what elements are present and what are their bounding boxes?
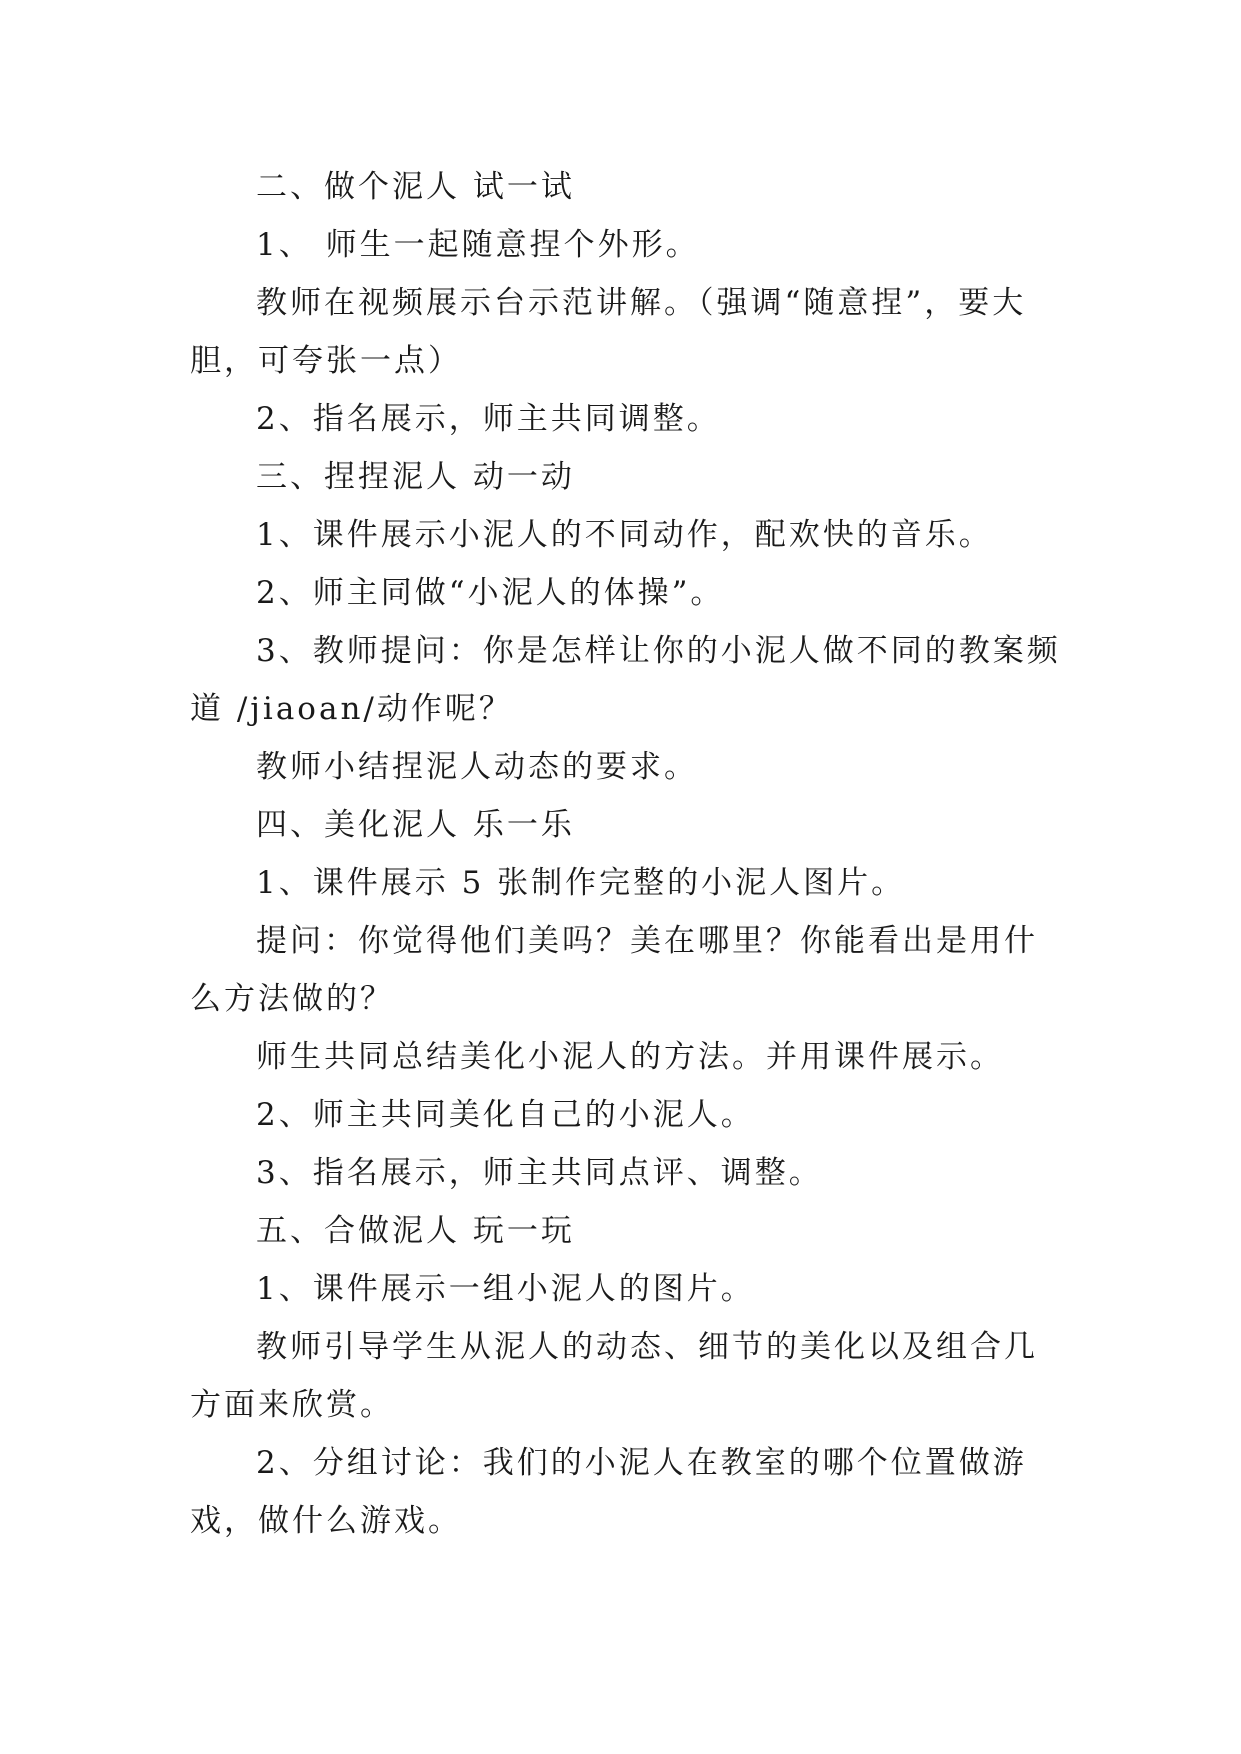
paragraph: 2、师主共同美化自己的小泥人。	[256, 1097, 755, 1133]
paragraph: 2、师主同做“小泥人的体操”。	[256, 575, 725, 611]
section-heading-4: 四、美化泥人 乐一乐	[256, 807, 575, 843]
paragraph: 1、课件展示小泥人的不同动作，配欢快的音乐。	[256, 517, 993, 553]
paragraph: 1、课件展示 5 张制作完整的小泥人图片。	[256, 865, 906, 901]
paragraph: 3、教师提问：你是怎样让你的小泥人做不同的教案频道 /jiaoan/动作呢？	[190, 633, 1061, 727]
section-heading-5: 五、合做泥人 玩一玩	[256, 1213, 575, 1249]
section-heading-2: 二、做个泥人 试一试	[256, 169, 575, 205]
paragraph: 提问：你觉得他们美吗？美在哪里？你能看出是用什么方法做的？	[190, 923, 1038, 1017]
paragraph: 2、指名展示，师主共同调整。	[256, 401, 721, 437]
section-heading-3: 三、捏捏泥人 动一动	[256, 459, 575, 495]
paragraph: 教师在视频展示台示范讲解。（强调“随意捏”，要大胆，可夸张一点）	[190, 285, 1027, 379]
paragraph: 教师引导学生从泥人的动态、细节的美化以及组合几方面来欣赏。	[190, 1329, 1038, 1423]
paragraph: 教师小结捏泥人动态的要求。	[256, 749, 698, 785]
paragraph: 2、分组讨论：我们的小泥人在教室的哪个位置做游戏，做什么游戏。	[190, 1445, 1027, 1539]
paragraph: 1、 师生一起随意捏个外形。	[256, 227, 700, 263]
paragraph: 1、课件展示一组小泥人的图片。	[256, 1271, 755, 1307]
paragraph: 师生共同总结美化小泥人的方法。并用课件展示。	[256, 1039, 1004, 1075]
paragraph: 3、指名展示，师主共同点评、调整。	[256, 1155, 823, 1191]
document-body	[190, 158, 1070, 1550]
